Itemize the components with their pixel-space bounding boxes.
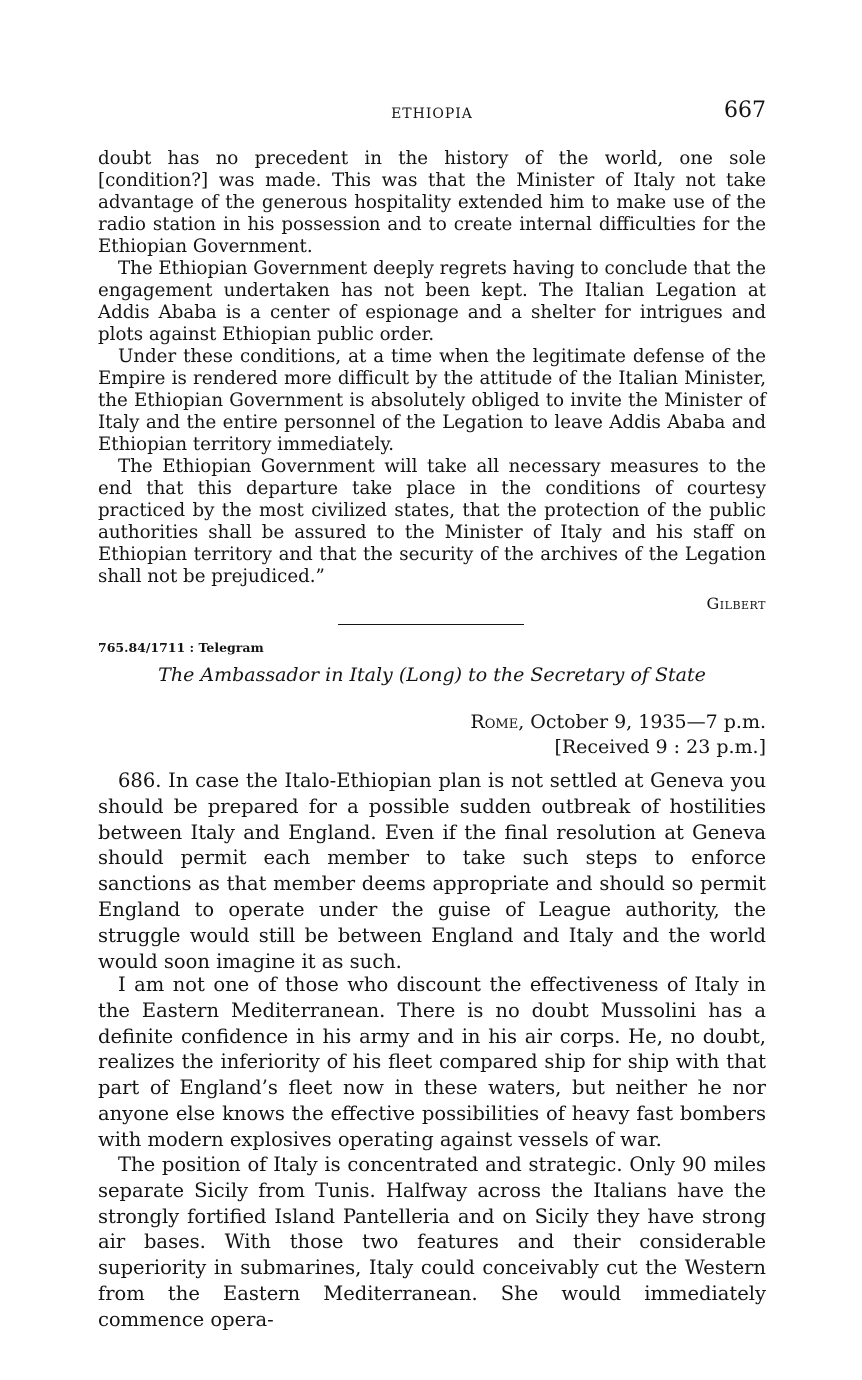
telegram-paragraph [98,768,766,974]
received-line: [Received 9 : 23 p.m.] [554,736,766,758]
telegram-paragraph [98,1152,766,1333]
file-reference: 765.84/1711 : Telegram [98,640,264,655]
telegram-paragraph-text: I am not one of those who discount the effectiveness of Italy in the Eastern Mediterranean. There is no doubt Mussolini has a definite confidence in his army and in his air corps. He, no doubt, realizes the inferiority of his fleet compared ship for ship with that part of England’s fleet now in these waters, but neither he nor anyone else knows the effective possibilities of heavy fast bombers with modern explosives operating against vessels of war. [98,973,766,1151]
page-header [98,96,766,136]
telegram-paragraph-text: 686. In case the Italo-Ethiopian plan is not settled at Geneva you should be prepared for a possible sudden outbreak of hostilities between Italy and England. Even if the final resolution at Geneva should permit each member to take such steps to enforce sanctions as that member deems appropriate and should so permit England to operate under the guise of League authority, the struggle would still be between England and Italy and the world would soon imagine it as such. [98,769,766,973]
continued-text-block [98,148,766,588]
continued-paragraph: The Ethiopian Government will take all necessary measures to the end that this departure take place in the conditions of courtesy practiced by the most civilized states, that the protection of the public authorities shall be assured to the Minister of Italy and his staff on Ethiopian territory and that the security of the archives of the Legation shall not be prejudiced.” [98,456,766,587]
continued-paragraph: Under these conditions, at a time when the legitimate defense of the Empire is rendered more difficult by the attitude of the Italian Minister, the Ethiopian Government is absolutely obliged to invite the Minister of Italy and the entire personnel of the Legation to leave Addis Ababa and Ethiopian territory immediately. [98,346,766,455]
dateline [316,710,766,734]
continued-paragraph: The Ethiopian Government deeply regrets having to conclude that the engagement undertaken has not been kept. The Italian Legation at Addis Ababa is a center of espionage and a shelter for intrigues and plots against Ethiopian public order. [98,258,766,345]
document-title: The Ambassador in Italy (Long) to the Secretary of State [158,664,706,686]
telegram-paragraph-text: The position of Italy is concentrated and strategic. Only 90 miles separate Sicily from Tunis. Halfway across the Italians have the strongly fortified Island Pantelleria and on Sicily they have strong air bases. With those two features and their considerable superiority in submarines, Italy could conceivably cut the Western from the Eastern Mediterranean. She would immediately commence opera- [98,1153,766,1331]
running-title: ETHIOPIA [391,106,473,122]
page-number: 667 [724,98,766,123]
dateline-place: Rome [470,711,519,733]
signature: Gilbert [706,594,766,613]
telegram-paragraph [98,972,766,1153]
dateline-date: , October 9, 1935—7 p.m. [518,711,766,733]
section-divider [338,624,524,625]
continued-paragraph: doubt has no precedent in the history of the world, one sole [condition?] was made. This was that the Minister of Italy not take advantage of the generous hospitality extended him to make use of the radio station in his possession and to create internal difficulties for the Ethiopian Government. [98,148,766,257]
